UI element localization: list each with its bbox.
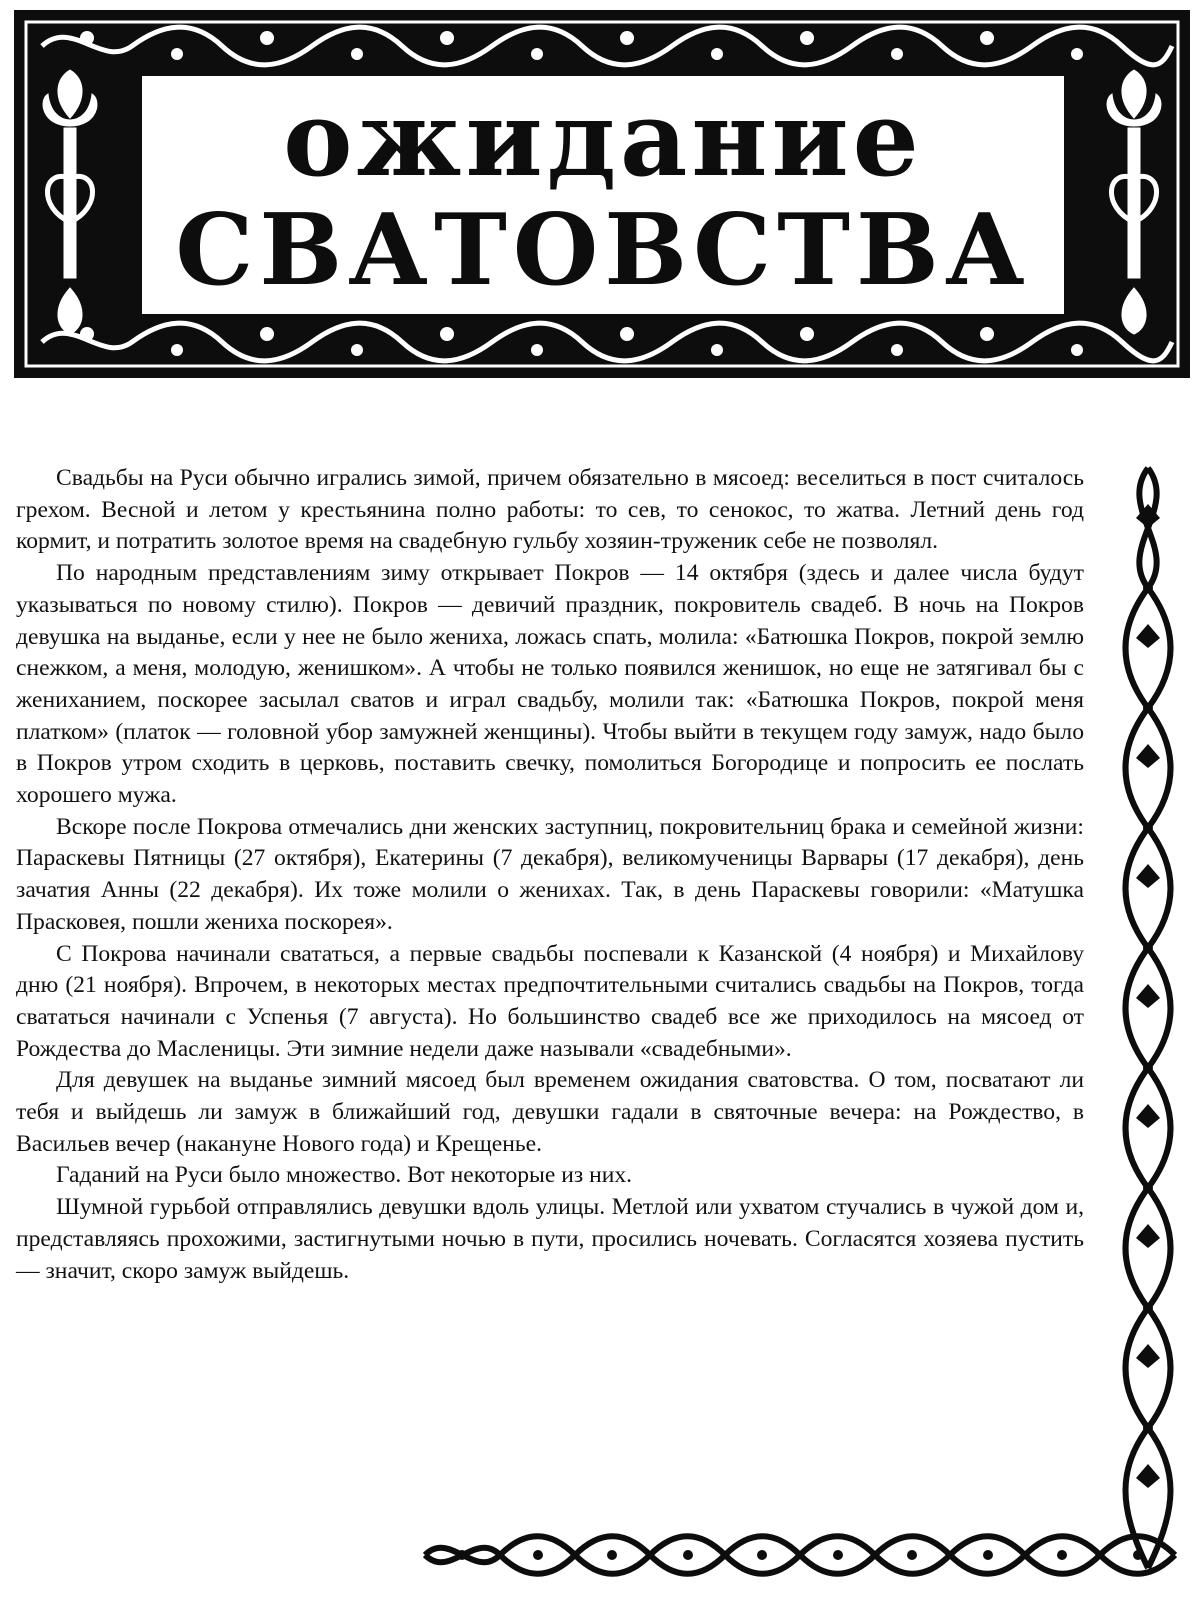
article-paragraph: Шумной гурьбой отправлялись девушки вдоль улицы. Метлой или ухватом стучались в чужой дом и, представляясь прохожими, застигнутыми ночью в пути, просились ночевать. Согласятся хозяева пустить — значит, скоро замуж выйдешь. — [16, 1194, 1084, 1284]
bottom-ornament — [420, 1530, 1180, 1580]
article-body — [16, 463, 1084, 1287]
page-title-line-1: ожидание — [283, 77, 923, 200]
article-paragraph: По народным представлениям зиму открывает Покров — 14 октября (здесь и далее числа будут указываться по новому стилю). Покров — девичий праздник, покровитель свадеб. В ночь на Покров девушка на выданье, если у нее не было жениха, ложась спать, молила: «Батюшка Покров, покрой землю снежком, а меня, молодую, женишком». А чтобы не только появился женишок, но еще не затягивал бы с жениханием, поскорее засылал сватов и играл свадьбу, молили так: «Батюшка Покров, покрой меня платком» (платок — головной убор замужней женщины). Чтобы выйти в текущем году замуж, надо было в Покров утром сходить в церковь, поставить свечку, помолиться Богородице и попросить ее послать хорошего мужа. — [16, 560, 1084, 809]
vine-border-icon — [1118, 458, 1178, 1578]
article-paragraph: Свадьбы на Руси обычно игрались зимой, причем обязательно в мясоед: веселиться в пост считалось грехом. Весной и летом у крестьянина полно работы: то сев, то сенокос, то жатва. Летний день год кормит, и потратить золотое время на свадебную гульбу хозяин-труженик себе не позволял. — [16, 465, 1084, 555]
article-paragraph: С Покрова начинали свататься, а первые свадьбы поспевали к Казанской (4 ноября) и Михайлову дню (21 ноября). Впрочем, в некоторых местах предпочтительными считались свадьбы на Покров, тогда свататься начинали с Успенья (7 августа). Но большинство свадеб все же приходилось на мясоед от Рождества до Масленицы. Эти зимние недели даже называли «свадебными». — [16, 940, 1084, 1062]
page-title-line-2: СВАТОВСТВА — [175, 193, 1031, 308]
side-ornament — [1118, 458, 1178, 1578]
article-paragraph: Для девушек на выданье зимний мясоед был временем ожидания сватовства. О том, посватают ли тебя и выйдешь ли замуж в ближайший год, девушки гадали в святочные вечера: на Рождество, в Васильев вечер (накануне Нового года) и Крещенье. — [16, 1067, 1084, 1157]
article-paragraph: Вскоре после Покрова отмечались дни женских заступниц, покровительниц брака и семейной жизни: Параскевы Пятницы (27 октября), Екатерины (7 декабря), великомученицы Варвары (17 декабря), день зачатия Анны (22 декабря). Их тоже молили о женихах. Так, в день Параскевы говорили: «Матушка Прасковея, пошли жениха поскорея». — [16, 813, 1084, 935]
title-panel — [136, 70, 1070, 320]
title-banner — [12, 8, 1192, 380]
article-paragraph: Гаданий на Руси было множество. Вот некоторые из них. — [56, 1162, 633, 1189]
scroll-border-icon — [420, 1530, 1180, 1580]
